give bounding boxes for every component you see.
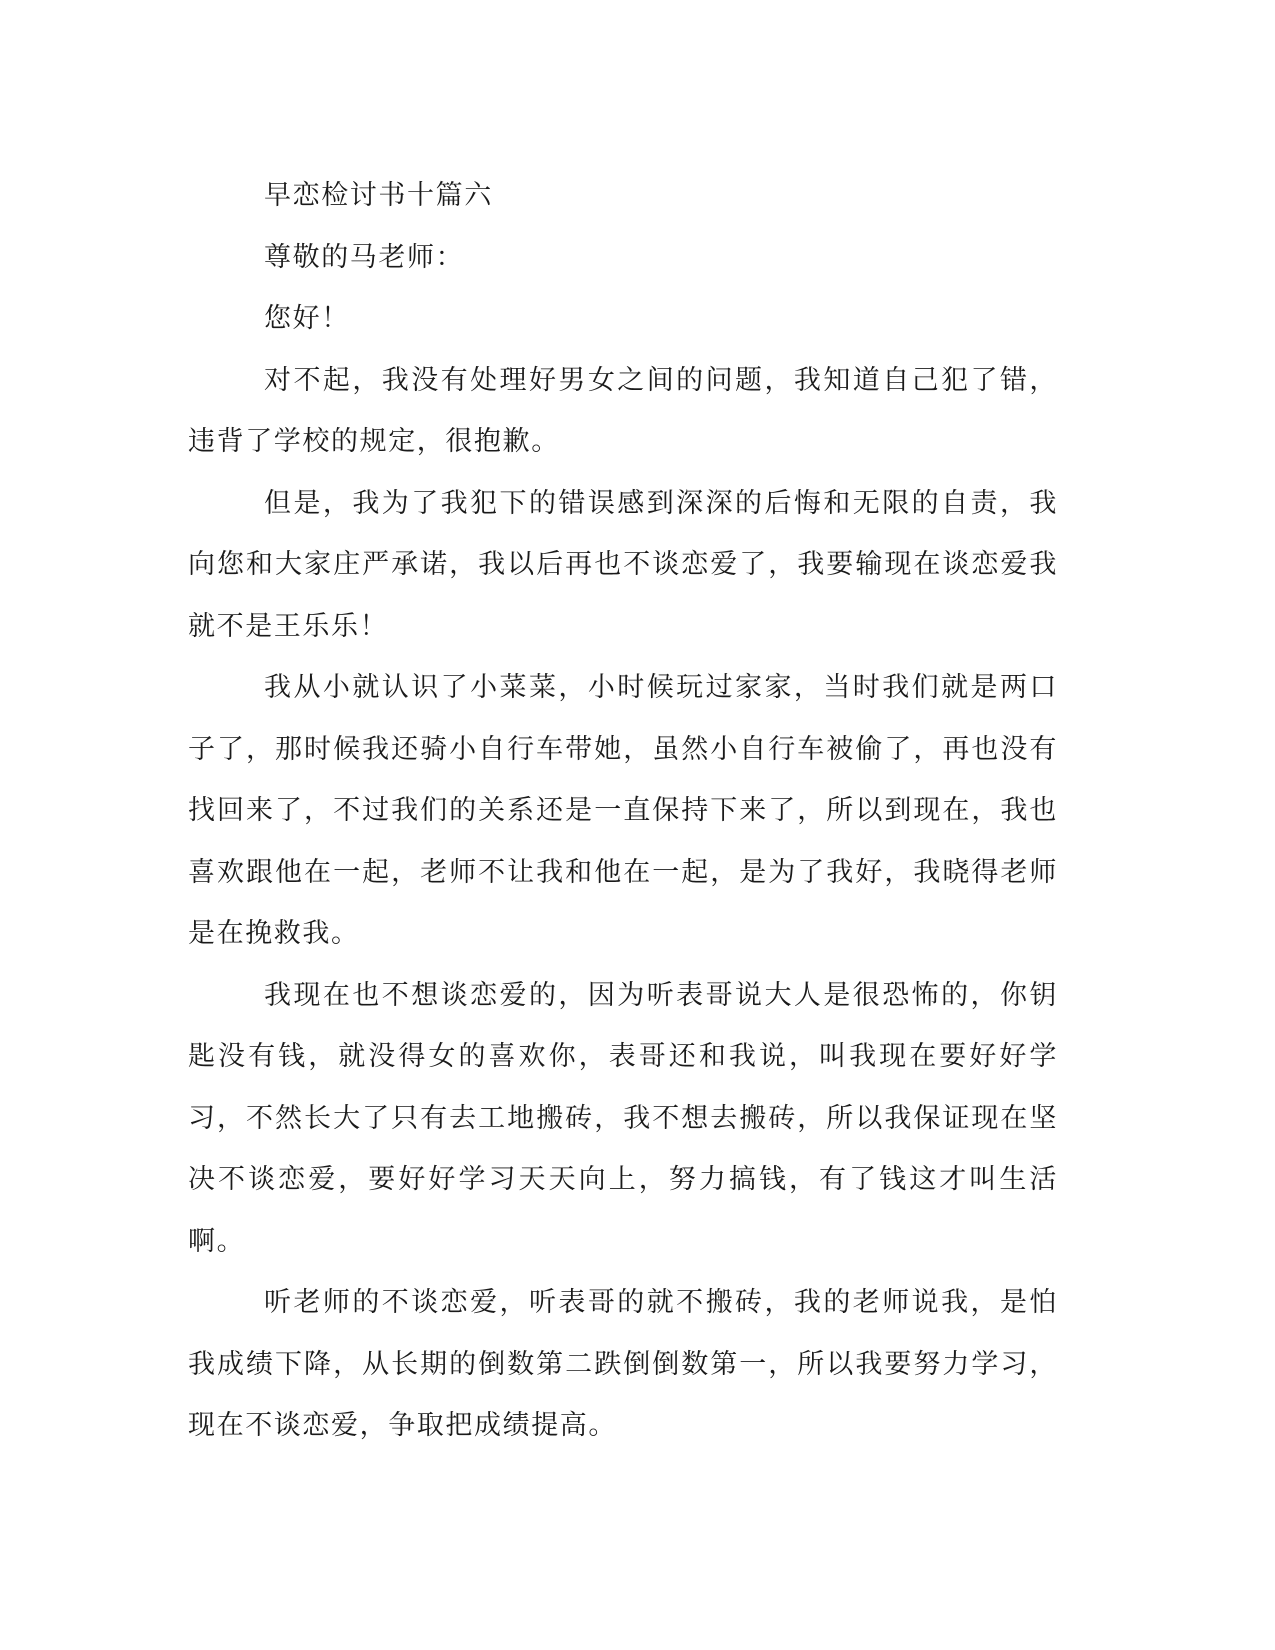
greeting: 您好！ bbox=[264, 303, 350, 334]
salutation: 尊敬的马老师： bbox=[264, 241, 465, 273]
paragraph: 对不起，我没有处理好男女之间的问题，我知道自己犯了错，违背了学校的规定，很抱歉。 bbox=[188, 364, 1058, 457]
document-body bbox=[188, 165, 1058, 1457]
paragraph: 听老师的不谈恋爱，听表哥的就不搬砖，我的老师说我，是怕我成绩下降，从长期的倒数第二跌倒倒数第一，所以我要努力学习，现在不谈恋爱，争取把成绩提高。 bbox=[188, 1287, 1058, 1441]
paragraph: 我现在也不想谈恋爱的，因为听表哥说大人是很恐怖的，你钥匙没有钱，就没得女的喜欢你，表哥还和我说，叫我现在要好好学习，不然长大了只有去工地搬砖，我不想去搬砖，所以我保证现在坚决不谈恋爱，要好好学习天天向上，努力搞钱，有了钱这才叫生活啊。 bbox=[188, 979, 1058, 1257]
paragraph: 我从小就认识了小菜菜，小时候玩过家家，当时我们就是两口子了，那时候我还骑小自行车带她，虽然小自行车被偷了，再也没有找回来了，不过我们的关系还是一直保持下来了，所以到现在，我也喜欢跟他在一起，老师不让我和他在一起，是为了我好，我晓得老师是在挽救我。 bbox=[188, 672, 1058, 949]
document-title: 早恋检讨书十篇六 bbox=[264, 180, 493, 211]
paragraph: 但是，我为了我犯下的错误感到深深的后悔和无限的自责，我向您和大家庄严承诺，我以后再也不谈恋爱了，我要输现在谈恋爱我就不是王乐乐！ bbox=[188, 487, 1058, 642]
